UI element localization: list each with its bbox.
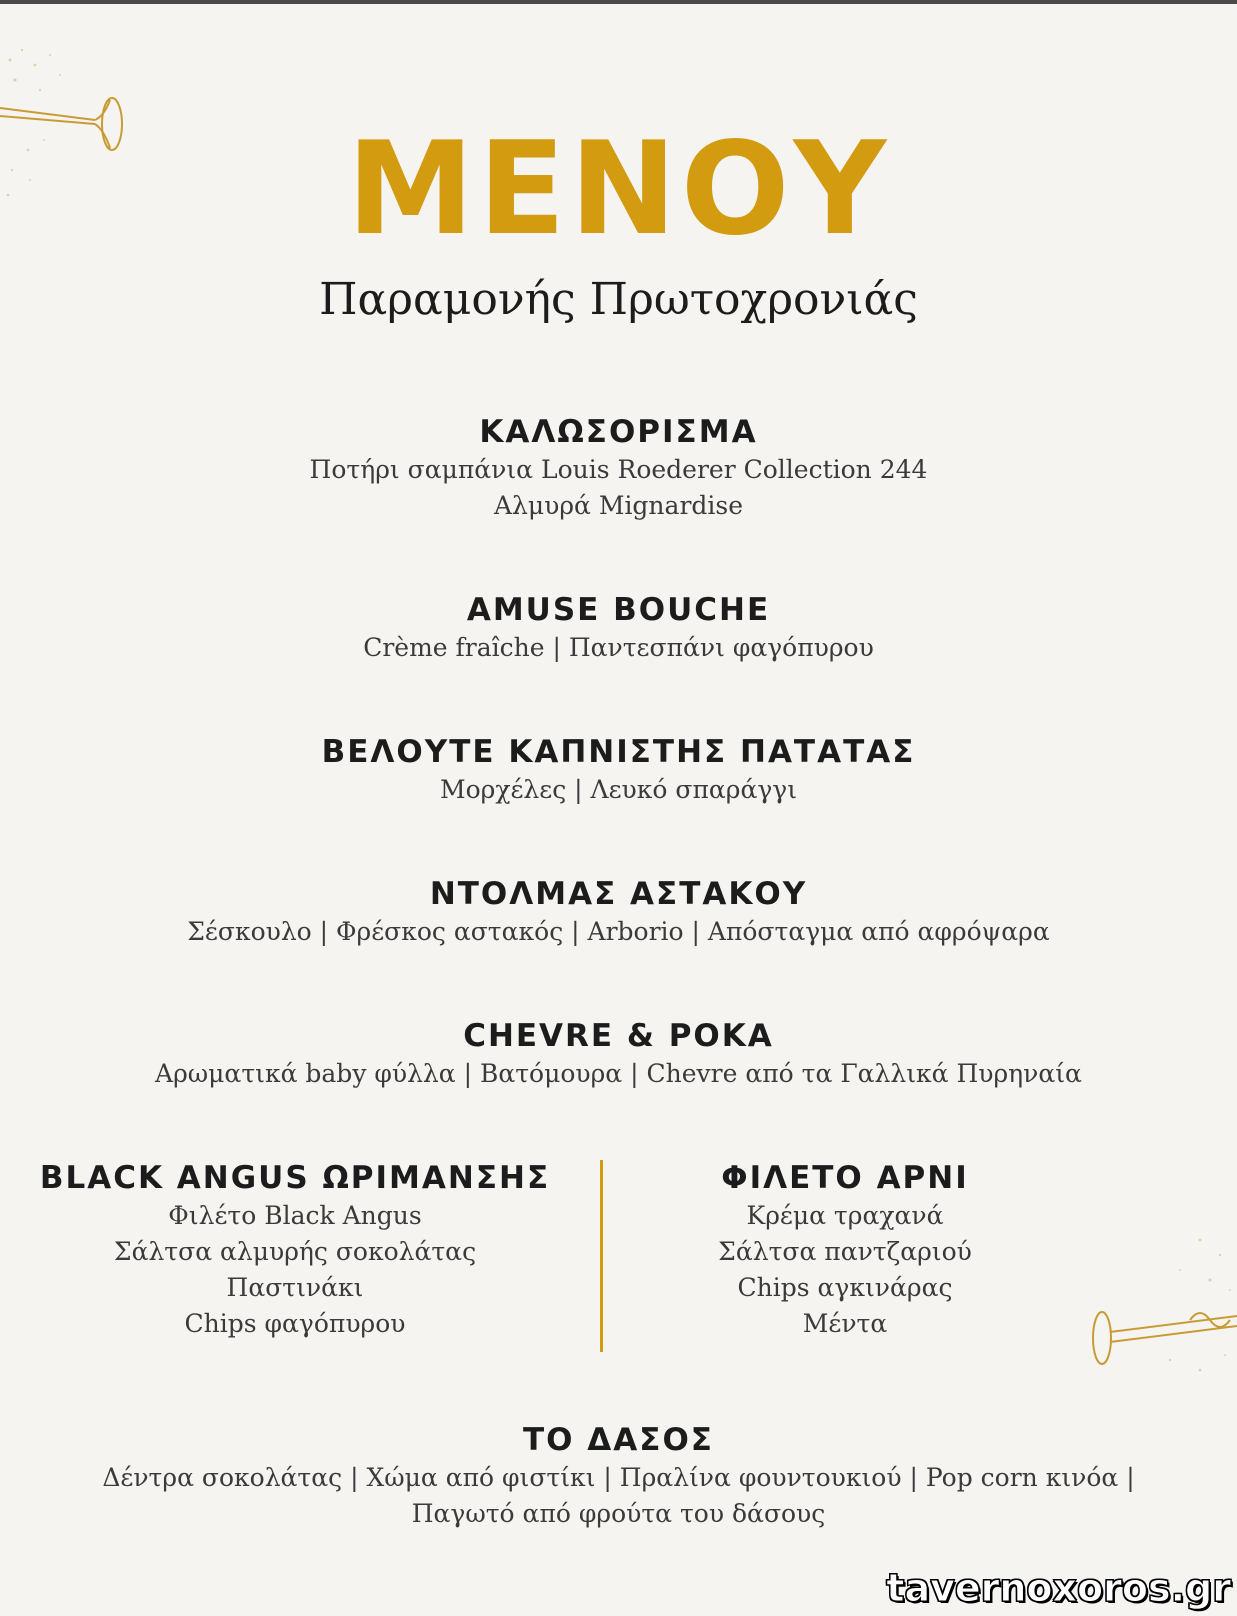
column-divider xyxy=(600,1160,603,1352)
section-line: Κρέμα τραχανά xyxy=(746,1201,944,1230)
section-title: ΤΟ ΔΑΣΟΣ xyxy=(523,1422,714,1458)
section-line: Chips φαγόπυρου xyxy=(184,1309,406,1338)
trumpet-bottom-right-icon xyxy=(1080,1220,1237,1400)
section-line: Μέντα xyxy=(802,1309,888,1338)
section-line: Σάλτσα αλμυρής σοκολάτας xyxy=(113,1237,477,1266)
section-title: ΝΤΟΛΜΑΣ ΑΣΤΑΚΟΥ xyxy=(429,876,808,912)
section-line: Παγωτό από φρούτα του δάσους xyxy=(411,1499,826,1528)
section-title: AMUSE BOUCHE xyxy=(466,592,771,628)
section-line: Σάλτσα παντζαριού xyxy=(718,1237,972,1266)
top-border xyxy=(0,0,1237,4)
section-line: Crème fraîche | Παντεσπάνι φαγόπυρου xyxy=(363,633,874,662)
main-course-right xyxy=(640,1158,1050,1342)
section-line: Σέσκουλο | Φρέσκος αστακός | Arborio | Απόσταγμα από αφρόψαρα xyxy=(187,917,1050,946)
menu-subtitle: Παραμονής Πρωτοχρονιάς xyxy=(319,274,918,325)
main-course-left xyxy=(30,1158,560,1342)
menu-title: ΜΕΝΟΥ xyxy=(346,115,891,264)
section-line: Chips αγκινάρας xyxy=(737,1273,953,1302)
section-title: ΒΕΛΟΥΤΕ ΚΑΠΝΙΣΤΗΣ ΠΑΤΑΤΑΣ xyxy=(321,734,916,770)
section-welcome xyxy=(0,412,1237,524)
watermark: tavernoxoros.gr xyxy=(886,1566,1231,1610)
section-title: CHEVRE & ΡΟΚΑ xyxy=(463,1018,774,1054)
section-line: Ποτήρι σαμπάνια Louis Roederer Collection 244 xyxy=(309,455,928,484)
section-title: ΦΙΛΕΤΟ ΑΡΝΙ xyxy=(721,1160,969,1196)
section-amuse-bouche xyxy=(0,590,1237,666)
section-veloute xyxy=(0,732,1237,808)
section-line: Παστινάκι xyxy=(226,1273,364,1302)
section-line: Φιλέτο Black Angus xyxy=(168,1201,422,1230)
section-chevre xyxy=(0,1016,1237,1092)
section-lobster-dolma xyxy=(0,874,1237,950)
section-title: BLACK ANGUS ΩΡΙΜΑΝΣΗΣ xyxy=(39,1160,551,1196)
section-title: ΚΑΛΩΣΟΡΙΣΜΑ xyxy=(479,414,758,450)
section-line: Αρωματικά baby φύλλα | Βατόμουρα | Chevre από τα Γαλλικά Πυρηναία xyxy=(155,1059,1082,1088)
section-line: Μορχέλες | Λευκό σπαράγγι xyxy=(439,775,798,804)
section-line: Δέντρα σοκολάτας | Χώμα από φιστίκι | Πραλίνα φουντουκιού | Pop corn κινόα | xyxy=(102,1463,1135,1492)
section-dessert xyxy=(0,1420,1237,1532)
section-line: Αλμυρά Mignardise xyxy=(493,491,744,520)
